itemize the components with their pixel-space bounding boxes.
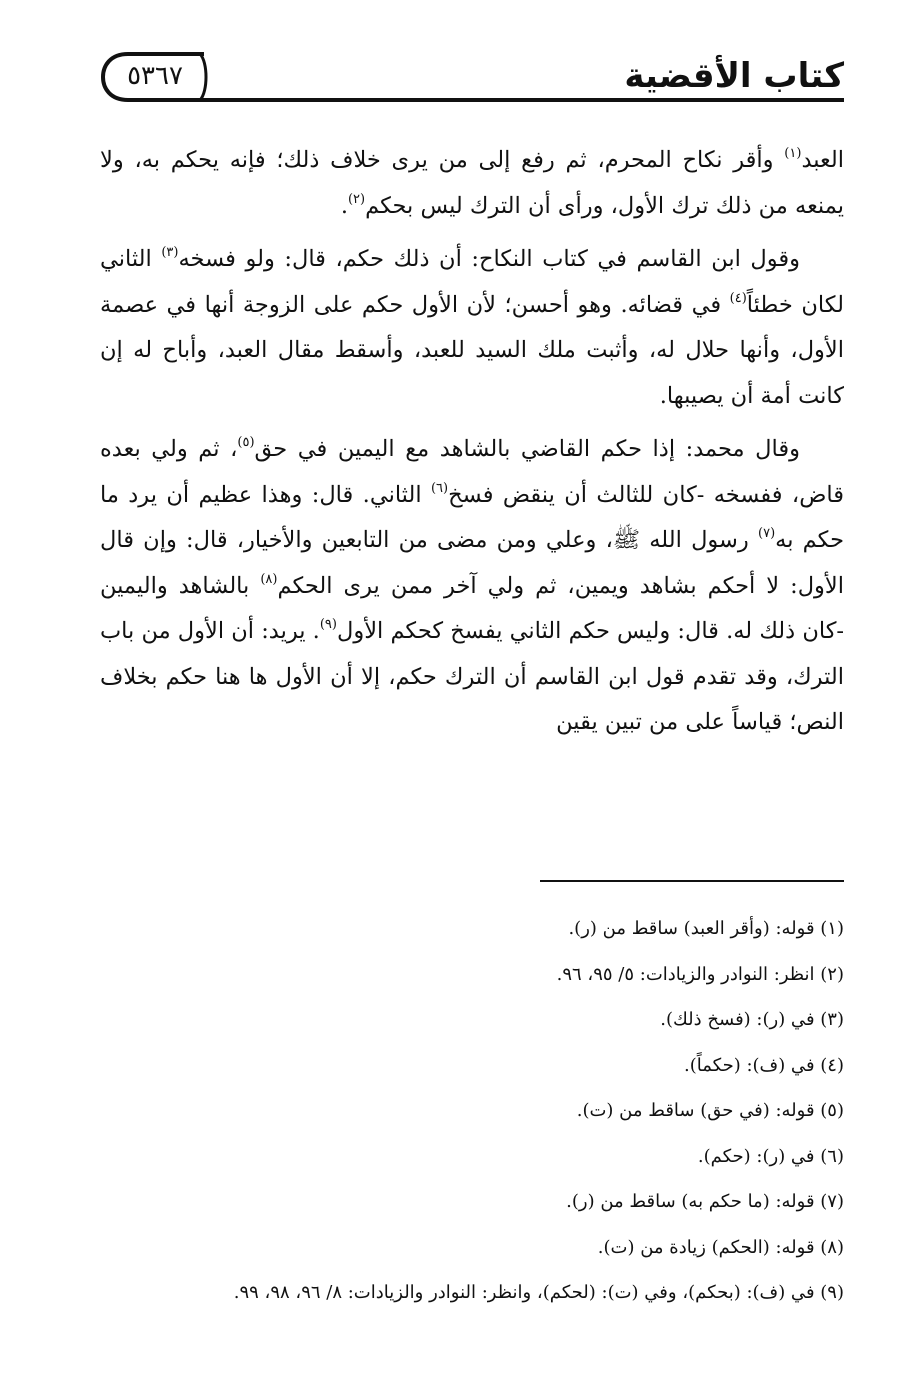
footnote-reference: (٧) (758, 526, 776, 541)
footnote: (١) قوله: (وأقر العبد) ساقط من (ر). (568, 918, 844, 939)
main-text (100, 138, 844, 746)
paragraph (100, 237, 844, 419)
page-number: ٥٣٦٧ (127, 61, 183, 91)
footnote-reference: (٨) (260, 571, 278, 587)
footnote: (٦) في (ر): (حكم). (697, 1145, 844, 1167)
text-segment: . (340, 192, 348, 219)
footnote-separator (540, 880, 844, 882)
footnotes-list (100, 906, 844, 1316)
footnote-reference: (٩) (319, 617, 337, 632)
text-segment: العبد (801, 147, 844, 173)
paragraph (100, 138, 844, 229)
footnote: (٨) قوله: (الحكم) زيادة من (ت). (597, 1236, 844, 1258)
book-title: كتاب الأقضية (624, 56, 844, 96)
footnote: (٥) قوله: (في حق) ساقط من (ت). (576, 1100, 844, 1121)
footnote: (٤) في (ف): (حكماً). (684, 1054, 844, 1076)
page-number-frame (100, 48, 210, 106)
text-segment: وقال محمد: إذا حكم القاضي بالشاهد مع اليمين في حق (254, 436, 800, 462)
text-segment: الثاني. قال: وهذا عظيم أن يرد ما حكم به (100, 481, 844, 553)
text-segment: ، ثم ولي بعده قاض، ففسخه -كان للثالث أن ينقض فسخ (100, 436, 845, 508)
page-header (100, 40, 844, 110)
text-segment: وقول ابن القاسم في كتاب النكاح: أن ذلك حكم، قال: ولو فسخه (178, 246, 800, 272)
footnote: (٣) في (ر): (فسخ ذلك). (660, 1009, 844, 1030)
paragraph (100, 427, 844, 746)
text-segment: وأقر نكاح المحرم، ثم رفع إلى من يرى خلاف ذلك؛ فإنه يحكم به، ولا يمنعه من ذلك ترك الأول، ورأى أن الترك ليس بحكم (100, 147, 844, 219)
footnote-reference: (٦) (430, 480, 449, 496)
text-segment: في قضائه. وهو أحسن؛ لأن الأول حكم على الزوجة أنها في عصمة الأول، وأنها حلال له، وأثبت ملك السيد للعبد، وأسقط مقال العبد، وأباح له إن كانت أمة أن يصيبها. (100, 291, 844, 409)
text-segment: . يريد: أن الأول من باب الترك، وقد تقدم قول ابن القاسم أن الترك حكم، إلا أن الأول ها هنا حكم بخلاف النص؛ قياساً على من تبين يقين (100, 618, 844, 735)
text-segment: بالشاهد واليمين -كان ذلك له. قال: وليس حكم الثاني يفسخ كحكم الأول (100, 572, 845, 644)
text-segment: رسول الله ﷺ، وعلي ومن مضى من التابعين والأخيار، قال: وإن قال الأول: لا أحكم بشاهد ويمين، ثم ولي آخر ممن يرى الحكم (100, 527, 844, 599)
footnote-reference: (١) (784, 146, 802, 161)
footnote: (٧) قوله: (ما حكم به) ساقط من (ر). (566, 1191, 844, 1212)
footnote: (٢) انظر: النوادر والزيادات: ٥/ ٩٥، ٩٦. (556, 963, 844, 985)
footnote-reference: (٥) (237, 435, 255, 450)
text-segment: الثاني لكان خطئاً (100, 246, 844, 318)
footnote-reference: (٢) (347, 191, 366, 207)
footnote-reference: (٣) (161, 245, 179, 260)
footnote-reference: (٤) (729, 290, 747, 306)
header-rule (196, 98, 844, 102)
footnote: (٩) في (ف): (بحكم)، وفي (ت): (لحكم)، وانظر: النوادر والزيادات: ٨/ ٩٦، ٩٨، ٩٩. (233, 1282, 844, 1303)
